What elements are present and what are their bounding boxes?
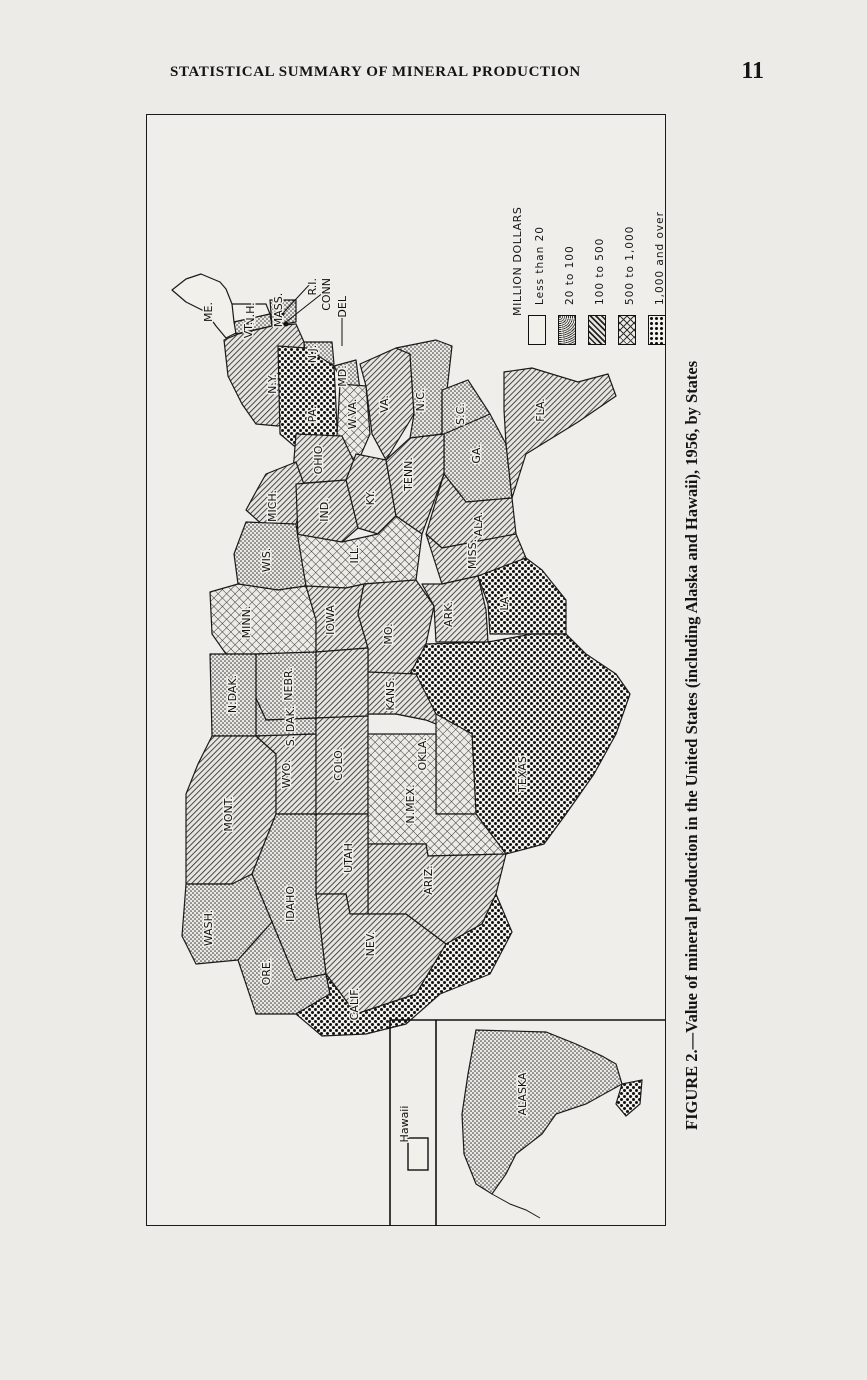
swatch-heavy-dots <box>648 315 666 345</box>
state-label: KANS. <box>384 677 397 711</box>
state-label: N.Y. <box>266 374 279 394</box>
state-label: W.VA. <box>346 398 359 430</box>
state-minnesota <box>210 584 316 654</box>
state-label: ALA. <box>472 511 485 537</box>
legend-label: 20 to 100 <box>564 245 576 305</box>
state-label: OKLA. <box>416 737 429 771</box>
state-label: N.H. <box>244 302 257 326</box>
state-label: COLO. <box>332 747 345 781</box>
state-label: OHIO <box>312 445 325 475</box>
state-label: MICH. <box>266 490 279 522</box>
state-florida <box>504 368 616 498</box>
state-label: UTAH <box>342 843 355 873</box>
state-label: GA. <box>470 444 483 464</box>
legend-label: Less than 20 <box>534 226 546 305</box>
state-label: S.C. <box>454 403 467 425</box>
state-label: N.C. <box>414 388 427 412</box>
del-callout: DEL <box>336 296 349 318</box>
state-label: IDAHO <box>284 886 297 922</box>
state-label: N.DAK. <box>226 674 239 714</box>
state-label: PA. <box>306 405 319 423</box>
state-label: ALASKA <box>516 1072 529 1116</box>
state-label: ORE. <box>260 958 273 986</box>
alaska-shape <box>462 1030 622 1194</box>
legend-item-20-to-100 <box>558 175 580 345</box>
state-label: MINN. <box>240 605 253 639</box>
legend-item-1000-and-over <box>648 175 670 345</box>
state-label: TEXAS <box>516 756 529 792</box>
state-label: Hawaii <box>398 1105 411 1143</box>
page-header <box>160 58 770 92</box>
state-label: MD. <box>336 365 349 387</box>
state-label: LA. <box>498 593 511 611</box>
state-label: ARK. <box>442 601 455 627</box>
state-label: NEBR. <box>282 667 295 701</box>
legend-title: MILLION DOLLARS <box>511 206 524 316</box>
state-label: MASS. <box>272 292 285 328</box>
state-label: IND. <box>318 498 331 522</box>
running-head: STATISTICAL SUMMARY OF MINERAL PRODUCTION <box>170 64 581 80</box>
swatch-stipple <box>558 315 576 345</box>
swatch-blank <box>528 315 546 345</box>
legend-item-less-than-20 <box>528 175 550 345</box>
page-number: 11 <box>741 58 764 84</box>
state-label: VT. <box>242 321 255 339</box>
state-label: FLA. <box>534 398 547 422</box>
state-label: MISS. <box>466 538 479 570</box>
state-label: WIS. <box>260 547 273 573</box>
state-label: ME. <box>202 302 215 322</box>
state-label: VA. <box>378 395 391 413</box>
state-label: CALIF. <box>348 987 361 1021</box>
state-label: KY. <box>364 490 377 506</box>
swatch-diagonal <box>588 315 606 345</box>
state-label: N.J. <box>306 344 319 364</box>
legend-item-500-to-1000 <box>618 175 640 345</box>
legend-label: 1,000 and over <box>654 211 666 305</box>
state-label: IOWA <box>324 605 337 635</box>
state-label: ARIZ. <box>422 865 435 895</box>
state-label: N.MEX. <box>404 784 417 824</box>
hawaii-swatch <box>408 1138 428 1170</box>
swatch-crosshatch <box>618 315 636 345</box>
state-label: MONT. <box>222 796 235 832</box>
state-label: ILL. <box>348 544 361 564</box>
aleutian-chain <box>492 1194 540 1218</box>
state-label: WYO. <box>280 759 293 789</box>
state-label: TENN. <box>402 457 415 491</box>
state-label: MO. <box>382 623 395 645</box>
figure-caption: FIGURE 2.—Value of mineral production in the United States (including Alaska and Hawaii), 1956, by States <box>682 360 701 1130</box>
state-label: NEV. <box>364 931 377 957</box>
conn-callout: CONN <box>320 278 333 311</box>
legend-item-100-to-500 <box>588 175 610 345</box>
state-label: WASH. <box>202 909 215 947</box>
state-label: S. DAK. <box>284 705 297 747</box>
legend-label: 100 to 500 <box>594 237 606 305</box>
ri-callout: R.I. <box>306 278 319 296</box>
legend-label: 500 to 1,000 <box>624 225 636 305</box>
